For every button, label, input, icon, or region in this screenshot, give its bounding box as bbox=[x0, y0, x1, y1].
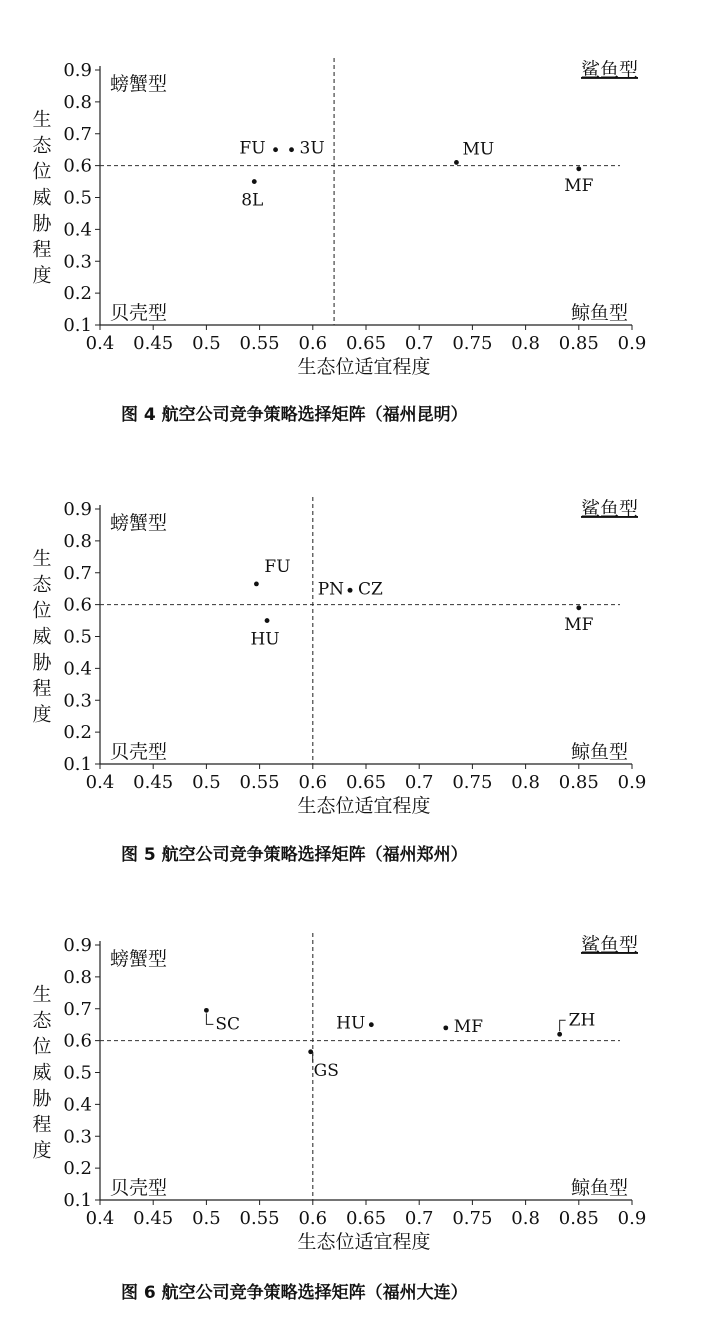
x-tick-label: 0.9 bbox=[617, 772, 647, 793]
x-axis-title: 生态位适宜程度 bbox=[297, 356, 431, 378]
x-tick-label: 0.45 bbox=[133, 1208, 174, 1229]
chart-4 bbox=[32, 58, 646, 425]
quadrant-label-bottom-left: 贝壳型 bbox=[110, 302, 168, 324]
y-tick-label: 0.5 bbox=[63, 187, 92, 209]
quadrant-label-bottom-right: 鲸鱼型 bbox=[570, 302, 628, 324]
quadrant-label-top-right: 鲨鱼型 bbox=[580, 59, 638, 81]
x-tick-label: 0.7 bbox=[404, 1208, 434, 1229]
x-axis-title: 生态位适宜程度 bbox=[297, 1231, 431, 1253]
x-axis-title: 生态位适宜程度 bbox=[297, 795, 431, 817]
x-tick-label: 0.7 bbox=[404, 333, 434, 354]
data-point-mf bbox=[443, 1025, 448, 1030]
x-tick-label: 0.45 bbox=[133, 333, 174, 354]
x-tick-label: 0.75 bbox=[452, 333, 493, 354]
point-label-zh: ZH bbox=[568, 1010, 596, 1031]
y-tick-label: 0.6 bbox=[63, 1030, 92, 1052]
x-tick-label: 0.8 bbox=[511, 1208, 540, 1229]
quadrant-label-bottom-right: 鲸鱼型 bbox=[570, 741, 628, 763]
y-tick-label: 0.8 bbox=[63, 530, 92, 552]
data-point-3u bbox=[289, 147, 294, 152]
x-tick-label: 0.45 bbox=[133, 772, 174, 793]
figure-caption: 图 6 航空公司竞争策略选择矩阵（福州大连） bbox=[121, 1283, 468, 1303]
point-label-3u: 3U bbox=[299, 138, 325, 159]
x-tick-label: 0.55 bbox=[239, 772, 280, 793]
quadrant-label-top-left: 螃蟹型 bbox=[110, 73, 168, 95]
quadrant-label-bottom-left: 贝壳型 bbox=[110, 741, 168, 763]
y-tick-label: 0.1 bbox=[63, 754, 92, 775]
point-label-fu: FU bbox=[264, 556, 291, 577]
point-label-mf: MF bbox=[564, 614, 594, 635]
x-tick-label: 0.9 bbox=[617, 1208, 647, 1229]
figure-caption: 图 4 航空公司竞争策略选择矩阵（福州昆明） bbox=[121, 405, 468, 425]
point-label-mf: MF bbox=[453, 1016, 484, 1037]
x-tick-label: 0.65 bbox=[345, 772, 387, 793]
data-point-hu bbox=[265, 618, 270, 623]
quadrant-label-top-right: 鲨鱼型 bbox=[580, 934, 638, 956]
y-tick-label: 0.4 bbox=[63, 219, 92, 241]
data-point-fu bbox=[273, 147, 278, 152]
y-axis-title: 生态位威胁程度 bbox=[32, 547, 52, 726]
point-label-hu: HU bbox=[336, 1013, 366, 1034]
point-label-sc: SC bbox=[215, 1014, 241, 1035]
x-tick-label: 0.4 bbox=[85, 333, 115, 354]
y-axis-title: 生态位威胁程度 bbox=[32, 983, 52, 1162]
y-tick-label: 0.1 bbox=[63, 1190, 92, 1211]
data-point-zh bbox=[557, 1032, 562, 1037]
y-tick-label: 0.2 bbox=[63, 722, 92, 744]
leader-line bbox=[560, 1020, 566, 1031]
point-label-fu: FU bbox=[239, 138, 266, 159]
data-point-gs bbox=[308, 1049, 313, 1054]
y-tick-label: 0.4 bbox=[63, 1094, 92, 1116]
leader-line bbox=[206, 1013, 213, 1024]
y-tick-label: 0.9 bbox=[63, 60, 92, 81]
x-tick-label: 0.65 bbox=[345, 1208, 387, 1229]
y-tick-label: 0.8 bbox=[63, 966, 92, 988]
quadrant-label-bottom-right: 鲸鱼型 bbox=[570, 1177, 628, 1199]
data-point-mf bbox=[576, 166, 581, 171]
x-tick-label: 0.55 bbox=[239, 333, 280, 354]
y-tick-label: 0.1 bbox=[63, 315, 92, 336]
y-tick-label: 0.7 bbox=[63, 998, 92, 1020]
point-label-mu: MU bbox=[462, 139, 495, 160]
x-tick-label: 0.85 bbox=[558, 1208, 599, 1229]
data-point-fu bbox=[254, 582, 259, 587]
data-point-8l bbox=[252, 179, 257, 184]
point-label-pn: PN bbox=[317, 579, 345, 600]
quadrant-label-bottom-left: 贝壳型 bbox=[110, 1177, 168, 1199]
x-tick-label: 0.5 bbox=[192, 772, 221, 793]
quadrant-label-top-left: 螃蟹型 bbox=[110, 512, 168, 534]
x-tick-label: 0.5 bbox=[192, 333, 221, 354]
x-tick-label: 0.6 bbox=[298, 333, 328, 354]
x-tick-label: 0.6 bbox=[298, 1208, 328, 1229]
y-tick-label: 0.6 bbox=[63, 155, 92, 177]
point-label-8l: 8L bbox=[241, 190, 264, 211]
x-tick-label: 0.55 bbox=[239, 1208, 280, 1229]
x-tick-label: 0.75 bbox=[452, 1208, 493, 1229]
y-tick-label: 0.9 bbox=[63, 499, 92, 520]
y-tick-label: 0.9 bbox=[63, 935, 92, 956]
y-tick-label: 0.3 bbox=[63, 251, 92, 273]
x-tick-label: 0.9 bbox=[617, 333, 647, 354]
point-label-mf: MF bbox=[564, 175, 594, 196]
x-tick-label: 0.85 bbox=[558, 333, 599, 354]
data-point-mu bbox=[454, 160, 459, 165]
chart-5 bbox=[32, 497, 646, 865]
y-tick-label: 0.3 bbox=[63, 1126, 92, 1148]
y-axis-title: 生态位威胁程度 bbox=[32, 108, 52, 287]
chart-6 bbox=[32, 933, 646, 1303]
figure-caption: 图 5 航空公司竞争策略选择矩阵（福州郑州） bbox=[121, 845, 468, 865]
x-tick-label: 0.75 bbox=[452, 772, 493, 793]
x-tick-label: 0.7 bbox=[404, 772, 434, 793]
x-tick-label: 0.4 bbox=[85, 772, 115, 793]
x-tick-label: 0.5 bbox=[192, 1208, 221, 1229]
y-tick-label: 0.7 bbox=[63, 562, 92, 584]
y-tick-label: 0.5 bbox=[63, 626, 92, 648]
x-tick-label: 0.8 bbox=[511, 772, 540, 793]
y-tick-label: 0.2 bbox=[63, 283, 92, 305]
point-label-hu: HU bbox=[250, 629, 280, 650]
y-tick-label: 0.4 bbox=[63, 658, 92, 680]
x-tick-label: 0.8 bbox=[511, 333, 540, 354]
x-tick-label: 0.65 bbox=[345, 333, 387, 354]
point-label-cz: CZ bbox=[358, 579, 383, 600]
y-tick-label: 0.2 bbox=[63, 1158, 92, 1180]
y-tick-label: 0.8 bbox=[63, 91, 92, 113]
y-tick-label: 0.6 bbox=[63, 594, 92, 616]
quadrant-label-top-right: 鲨鱼型 bbox=[580, 498, 638, 520]
y-tick-label: 0.7 bbox=[63, 123, 92, 145]
data-point-cz bbox=[348, 588, 353, 593]
data-point-mf bbox=[576, 605, 581, 610]
y-tick-label: 0.5 bbox=[63, 1062, 92, 1084]
data-point-hu bbox=[369, 1022, 374, 1027]
quadrant-label-top-left: 螃蟹型 bbox=[110, 948, 168, 970]
x-tick-label: 0.6 bbox=[298, 772, 328, 793]
x-tick-label: 0.85 bbox=[558, 772, 599, 793]
y-tick-label: 0.3 bbox=[63, 690, 92, 712]
point-label-gs: GS bbox=[313, 1060, 339, 1081]
data-point-sc bbox=[204, 1008, 209, 1013]
x-tick-label: 0.4 bbox=[85, 1208, 115, 1229]
